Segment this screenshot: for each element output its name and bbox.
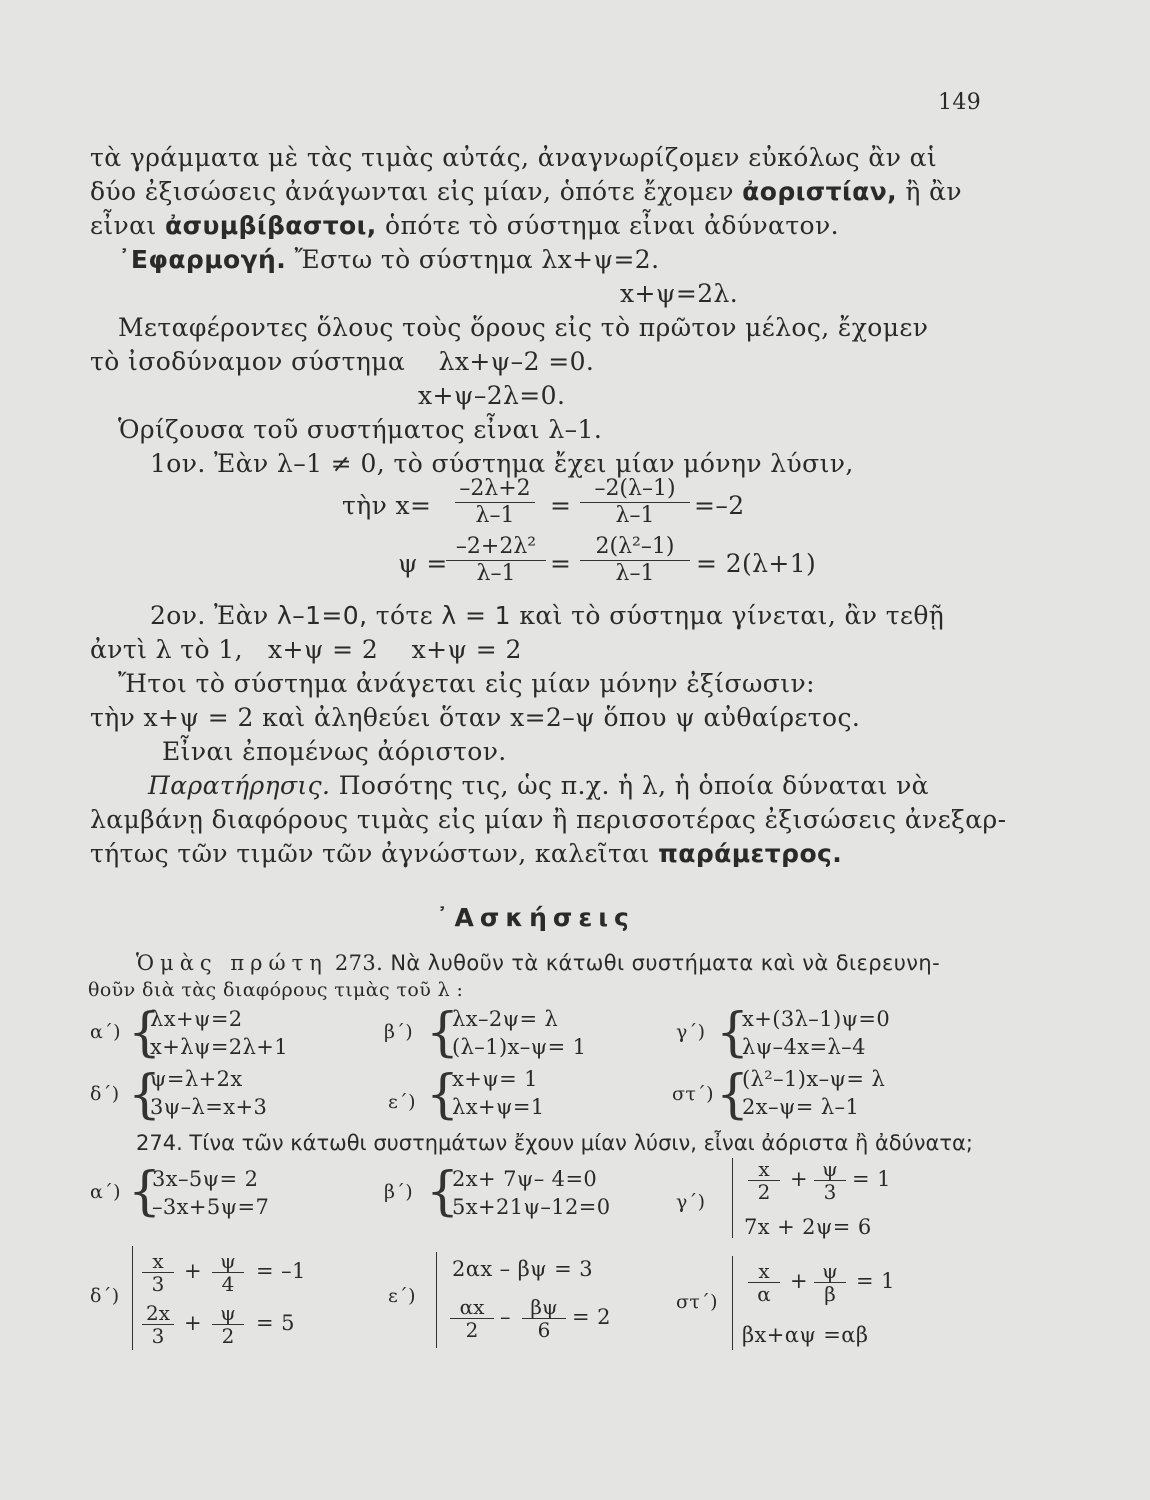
text: ἢ ἂν	[905, 177, 962, 206]
system-bracket	[732, 1256, 733, 1350]
equation: –3x+5ψ=7	[152, 1195, 270, 1219]
text: δύο ἐξισώσεις ἀνάγωνται εἰς μίαν, ὁπότε ἔχομεν	[90, 177, 734, 206]
fraction	[455, 476, 535, 529]
fraction	[212, 1302, 244, 1347]
equation: 2x–ψ= λ–1	[742, 1095, 860, 1119]
fraction	[814, 1260, 846, 1305]
brace: {	[426, 1003, 460, 1063]
system-label: α΄)	[90, 1021, 121, 1043]
equation: x+ψ=2λ.	[620, 279, 739, 308]
fraction	[142, 1302, 174, 1347]
equation: x+ψ= 1	[452, 1067, 538, 1091]
text: τότε	[375, 601, 434, 630]
text: τήτως τῶν τιμῶν τῶν ἀγνώστων, καλεῖται	[90, 839, 650, 868]
numerator: ψ	[822, 1157, 838, 1181]
numerator: ψ	[220, 1249, 236, 1273]
equation: βx+αψ =αβ	[742, 1323, 869, 1347]
denominator: 3	[142, 1324, 174, 1347]
exercise-line	[136, 950, 940, 976]
operator: +	[790, 1167, 808, 1191]
remark-line: λαμβάνῃ διαφόρους τιμὰς εἰς μίαν ἢ περισσοτέρας ἐξισώσεις ἀνεξαρ-	[90, 805, 1007, 834]
case-line: Ἤτοι τὸ σύστημα ἀνάγεται εἰς μίαν μόνην ἐξίσωσιν:	[118, 669, 815, 698]
formula-label: τὴν x=	[342, 491, 432, 520]
system-label: στ΄)	[676, 1291, 718, 1313]
remark-line	[148, 771, 929, 801]
fraction	[212, 1250, 244, 1295]
denominator: 3	[142, 1272, 174, 1295]
exercise-line: θοῦν διὰ τὰς διαφόρους τιμὰς τοῦ λ :	[88, 979, 464, 1001]
text: ἀντὶ λ τὸ 1,	[90, 635, 243, 664]
paragraph-line	[90, 347, 594, 377]
system-label: β΄)	[384, 1181, 414, 1203]
equals-sign: =	[550, 491, 572, 520]
denominator: 2	[212, 1324, 244, 1347]
fraction	[748, 1158, 780, 1203]
system-bracket	[132, 1246, 133, 1350]
equation-rhs: = –1	[256, 1259, 306, 1283]
system-bracket	[732, 1158, 733, 1238]
paragraph-line	[90, 177, 962, 207]
brace: {	[716, 1003, 750, 1063]
text: τὸ ἰσοδύναμον σύστημα	[90, 347, 406, 376]
system-label: ε΄)	[388, 1091, 416, 1113]
denominator: λ–1	[580, 560, 690, 587]
equals-sign: =	[550, 549, 572, 578]
numerator: 2x	[146, 1301, 171, 1325]
numerator: –2+2λ²	[455, 534, 537, 559]
numerator: ψ	[822, 1259, 838, 1283]
case-line	[150, 601, 944, 631]
brace: {	[128, 1162, 162, 1222]
equation-rhs: = 1	[856, 1269, 895, 1293]
case-line	[90, 635, 522, 665]
case-line: Εἶναι ἐπομένως ἀόριστον.	[162, 737, 507, 766]
brace: {	[426, 1162, 460, 1222]
equation: 2αx – βψ = 3	[452, 1257, 593, 1281]
bold-term: ἀσυμβίβαστοι,	[165, 211, 377, 240]
brace: {	[128, 1065, 162, 1125]
remark-label: Παρατήρησις.	[148, 771, 331, 800]
page-number: 149	[938, 90, 982, 115]
denominator: α	[748, 1282, 780, 1305]
equation: x+ψ = 2	[411, 635, 522, 664]
application-label: ᾿Εφαρμογή.	[118, 245, 287, 274]
denominator: 4	[212, 1272, 244, 1295]
bold-term: ἀοριστίαν,	[742, 177, 898, 206]
equation: (λ–1)x–ψ= 1	[452, 1035, 587, 1059]
equation: 3x–5ψ= 2	[152, 1167, 259, 1191]
equation: λx+ψ–2 =0.	[438, 347, 595, 376]
exercise-number: 273.	[334, 951, 384, 975]
fraction	[522, 1296, 566, 1341]
numerator: –2(λ–1)	[594, 476, 676, 501]
text: καὶ τὸ σύστημα γίνεται, ἂν τεθῇ	[519, 601, 945, 630]
denominator: 2	[748, 1180, 780, 1203]
numerator: αx	[459, 1295, 485, 1319]
group-label: Ὁμὰς πρώτη	[136, 951, 328, 975]
brace: {	[128, 1003, 162, 1063]
exercises-heading: ᾿Ασκήσεις	[436, 903, 635, 932]
numerator: x	[152, 1249, 164, 1273]
system-bracket	[436, 1252, 437, 1348]
formula-label: ψ =	[398, 549, 448, 578]
equation-rhs: = 1	[852, 1167, 891, 1191]
fraction	[580, 534, 690, 587]
equation: λ–1=0,	[277, 601, 368, 630]
operator: –	[500, 1305, 511, 1329]
exercise-line: 274. Τίνα τῶν κάτωθι συστημάτων ἔχουν μίαν λύσιν, εἶναι ἀόριστα ἢ ἀδύνατα;	[136, 1131, 973, 1155]
case-line: τὴν x+ψ = 2 καὶ ἀληθεύει ὅταν x=2–ψ ὅπου ψ αὐθαίρετος.	[90, 703, 861, 732]
brace: {	[426, 1065, 460, 1125]
fraction	[580, 476, 690, 529]
operator: +	[184, 1259, 202, 1283]
system-label: γ΄)	[676, 1021, 706, 1043]
denominator: 6	[522, 1318, 566, 1341]
paragraph-line: Ὁρίζουσα τοῦ συστήματος εἶναι λ–1.	[118, 415, 603, 444]
system-label: στ΄)	[672, 1083, 714, 1105]
paragraph-line	[90, 211, 839, 241]
fraction	[748, 1260, 780, 1305]
equation: λx–2ψ= λ	[452, 1007, 559, 1031]
numerator: βψ	[530, 1295, 558, 1319]
text: ὁπότε τὸ σύστημα εἶναι ἀδύνατον.	[385, 211, 839, 240]
equation: ψ=λ+2x	[150, 1067, 243, 1091]
remark-line	[90, 839, 842, 869]
result: =–2	[694, 491, 745, 520]
brace: {	[716, 1065, 750, 1125]
equation: 5x+21ψ–12=0	[452, 1195, 611, 1219]
system-label: β΄)	[384, 1021, 414, 1043]
system-label: δ΄)	[90, 1285, 120, 1307]
fraction	[814, 1158, 846, 1203]
numerator: ψ	[220, 1301, 236, 1325]
text: Ἔστω τὸ σύστημα λx+ψ=2.	[294, 245, 660, 274]
denominator: λ–1	[446, 560, 546, 587]
application-line	[118, 245, 659, 275]
bold-term: παράμετρος.	[658, 839, 843, 868]
numerator: 2(λ²–1)	[595, 534, 675, 559]
denominator: β	[814, 1282, 846, 1305]
text: εἶναι	[90, 211, 157, 240]
paragraph-line: Μεταφέροντες ὅλους τοὺς ὅρους εἰς τὸ πρῶτον μέλος, ἔχομεν	[118, 313, 929, 342]
numerator: x	[758, 1259, 770, 1283]
text: Νὰ λυθοῦν τὰ κάτωθι συστήματα καὶ νὰ διερευνη-	[390, 951, 941, 975]
fraction	[142, 1250, 174, 1295]
equation: λx+ψ=1	[452, 1095, 545, 1119]
equation: 2x+ 7ψ– 4=0	[452, 1167, 598, 1191]
equation: λx+ψ=2	[150, 1007, 243, 1031]
equation: (λ²–1)x–ψ= λ	[742, 1067, 886, 1091]
equation: x+ψ = 2	[267, 635, 379, 664]
equation-rhs: = 5	[256, 1311, 295, 1335]
equation-rhs: = 2	[572, 1305, 611, 1329]
operator: +	[184, 1311, 202, 1335]
text: Ποσότης τις, ὡς π.χ. ἡ λ, ἡ ὁποία δύναται νὰ	[338, 771, 929, 800]
equation: x+λψ=2λ+1	[150, 1035, 289, 1059]
system-label: ε΄)	[388, 1285, 416, 1307]
equation: 3ψ–λ=x+3	[150, 1095, 268, 1119]
fraction	[446, 534, 546, 587]
denominator: λ–1	[455, 502, 535, 529]
equation: λψ–4x=λ–4	[742, 1035, 866, 1059]
denominator: λ–1	[580, 502, 690, 529]
system-label: δ΄)	[90, 1083, 120, 1105]
equation: x+ψ–2λ=0.	[418, 381, 566, 410]
equation: x+(3λ–1)ψ=0	[742, 1007, 891, 1031]
denominator: 2	[450, 1318, 494, 1341]
case-line: 1ον. Ἐὰν λ–1 ≠ 0, τὸ σύστημα ἔχει μίαν μόνην λύσιν,	[150, 449, 854, 478]
operator: +	[790, 1269, 808, 1293]
system-label: α΄)	[90, 1181, 121, 1203]
denominator: 3	[814, 1180, 846, 1203]
result: = 2(λ+1)	[696, 549, 817, 578]
fraction	[450, 1296, 494, 1341]
system-label: γ΄)	[676, 1191, 706, 1213]
equation: λ = 1	[441, 601, 511, 630]
numerator: –2λ+2	[459, 476, 531, 501]
text: 2ον. Ἐὰν	[150, 601, 269, 630]
numerator: x	[758, 1157, 770, 1181]
equation: 7x + 2ψ= 6	[744, 1215, 872, 1239]
paragraph-line: τὰ γράμματα μὲ τὰς τιμὰς αὐτάς, ἀναγνωρίζομεν εὐκόλως ἂν αἱ	[90, 143, 938, 172]
